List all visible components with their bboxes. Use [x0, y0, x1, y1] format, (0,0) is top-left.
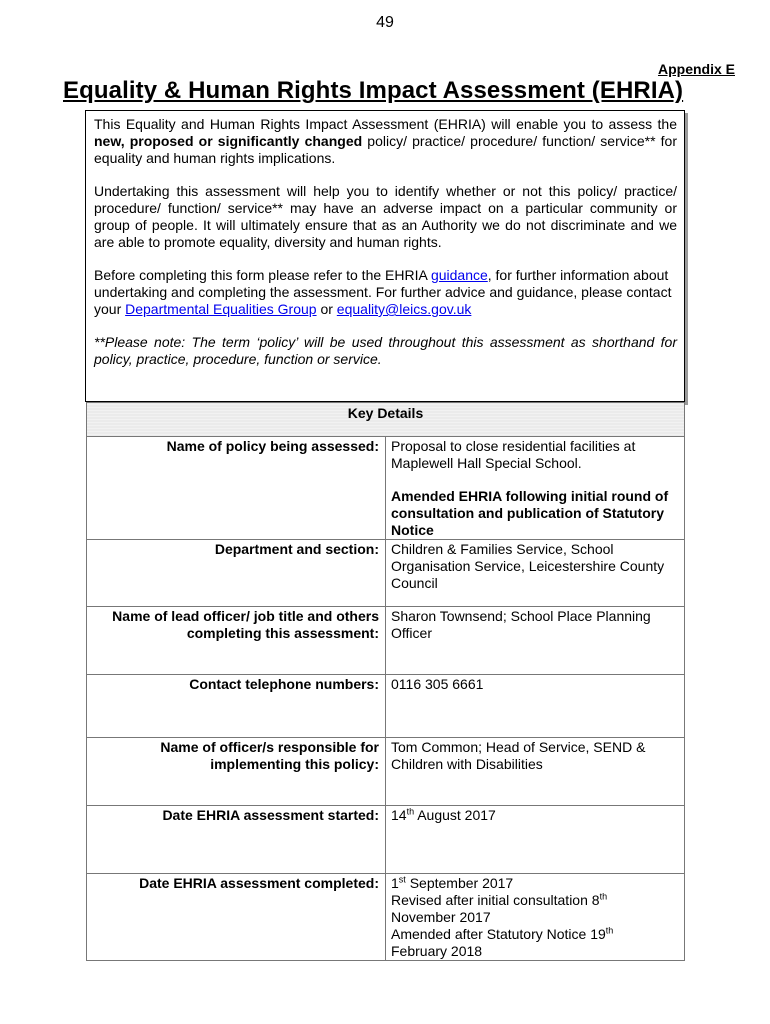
intro-paragraph-2: Undertaking this assessment will help you to identify whether or not this policy/ practice/ procedure/ function/ service** may have an adverse impact on a particular community or group of people. It will ultimately ensure that as an Authority we do not discriminate and we are able to promote equality, diversity and human rights. — [94, 183, 677, 250]
lead-officer-label: Name of lead officer/ job title and others completing this assessment: — [87, 607, 386, 675]
department-label: Department and section: — [87, 540, 386, 607]
contact-phone-value: 0116 305 6661 — [386, 675, 685, 738]
department-value: Children & Families Service, School Organisation Service, Leicestershire County Council — [386, 540, 685, 607]
contact-phone-label: Contact telephone numbers: — [87, 675, 386, 738]
guidance-link[interactable]: guidance — [430, 267, 488, 283]
date-started-label: Date EHRIA assessment started: — [87, 806, 386, 874]
intro-note: **Please note: The term ‘policy’ will be used throughout this assessment as shorthand for policy, practice, procedure, function or service. — [94, 334, 677, 367]
page-number: 49 — [376, 14, 394, 31]
appendix-label: Appendix E — [657, 61, 735, 77]
table-row — [87, 675, 685, 738]
table-row — [87, 874, 685, 961]
lead-officer-value: Sharon Townsend; School Place Planning Officer — [386, 607, 685, 675]
table-row — [87, 607, 685, 675]
table-row — [87, 806, 685, 874]
date-completed-label: Date EHRIA assessment completed: — [87, 874, 386, 961]
table-row — [87, 437, 685, 540]
date-started-value: 14th August 2017 — [386, 806, 685, 874]
date-completed-value: 1st September 2017 Revised after initial consultation 8th November 2017 Amended after Statutory Notice 19th February 2018 — [386, 874, 685, 961]
policy-label: Name of policy being assessed: — [87, 437, 386, 540]
implementing-officer-label: Name of officer/s responsible for implementing this policy: — [87, 738, 386, 806]
key-details-table — [86, 402, 685, 961]
document-title: Equality & Human Rights Impact Assessment (EHRIA) — [63, 77, 684, 104]
equality-email-link[interactable]: equality@leics.gov.uk — [336, 301, 472, 317]
key-details-heading: Key Details — [87, 403, 685, 437]
policy-value: Proposal to close residential facilities at Maplewell Hall Special School. Amended EHRIA following initial round of consultation and publication of Statutory Notice — [386, 437, 685, 540]
intro-paragraph-1: This Equality and Human Rights Impact Assessment (EHRIA) will enable you to assess the new, proposed or significantly changed policy/ practice/ procedure/ function/ service** for equality and human rights implications. — [94, 116, 677, 166]
table-row — [87, 540, 685, 607]
table-row — [87, 738, 685, 806]
implementing-officer-value: Tom Common; Head of Service, SEND & Children with Disabilities — [386, 738, 685, 806]
intro-box — [85, 110, 685, 402]
departmental-equalities-group-link[interactable]: Departmental Equalities Group — [125, 301, 317, 317]
policy-amended-note: Amended EHRIA following initial round of consultation and publication of Statutory Notice — [391, 488, 669, 538]
intro-paragraph-3: Before completing this form please refer to the EHRIA guidance, for further information about undertaking and completing the assessment. For further advice and guidance, please contact your Departmental Equalities Group or equality@leics.gov.uk — [94, 267, 672, 317]
